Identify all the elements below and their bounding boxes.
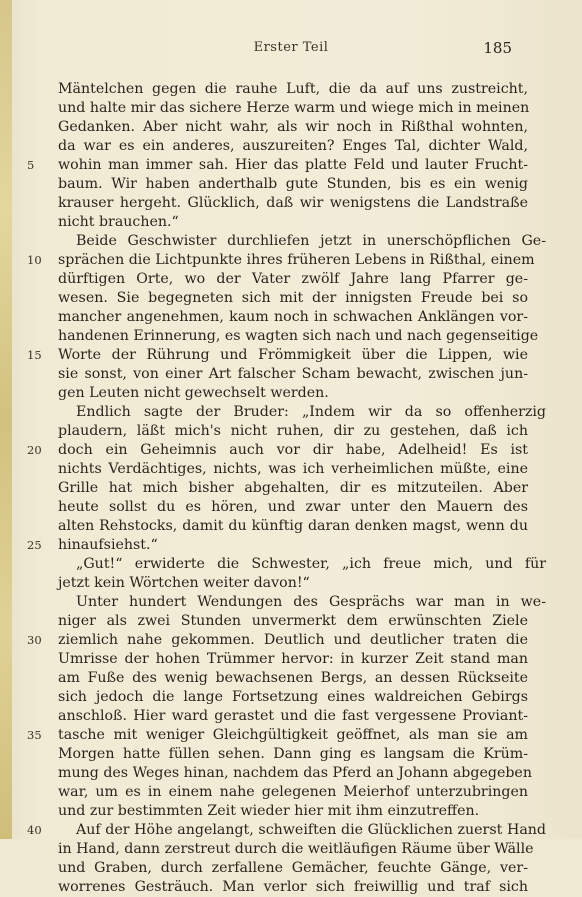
line-number: 5 bbox=[27, 158, 35, 172]
line-text: mancher angenehmen, kaum noch in schwachen Anklängen vor- bbox=[58, 309, 528, 325]
text-line bbox=[27, 251, 535, 270]
line-text: Endlich sagte der Bruder: „Indem wir da so offenherzig bbox=[76, 404, 546, 420]
line-text: Beide Geschwister durchliefen jetzt in unerschöpflichen Ge- bbox=[76, 233, 546, 249]
line-text: hinaufsiehst.“ bbox=[58, 537, 158, 553]
line-number: 30 bbox=[27, 633, 42, 647]
text-line bbox=[58, 688, 528, 707]
text-line bbox=[58, 213, 528, 232]
text-line bbox=[27, 346, 528, 365]
line-text: sich jedoch die lange Fortsetzung eines waldreichen Gebirgs bbox=[58, 689, 528, 705]
text-line bbox=[58, 859, 528, 878]
line-text: Unter hundert Wendungen des Gesprächs war man in we- bbox=[76, 594, 546, 610]
text-line bbox=[27, 441, 528, 460]
text-line bbox=[58, 232, 546, 251]
line-text: war, um es in einem nahe gelegenen Meierhof unterzubringen bbox=[58, 784, 528, 800]
text-line bbox=[58, 384, 528, 403]
line-number: 20 bbox=[27, 443, 42, 457]
text-line bbox=[58, 612, 528, 631]
line-text: krauser hergeht. Glücklich, daß wir wenigstens die Landstraße bbox=[58, 195, 528, 211]
line-text: Worte der Rührung und Frömmigkeit über die Lippen, wie bbox=[58, 347, 528, 363]
line-text: Auf der Höhe angelangt, schweiften die Glücklichen zuerst Hand bbox=[76, 822, 546, 838]
body-text bbox=[27, 80, 546, 897]
text-line bbox=[58, 194, 528, 213]
line-text: baum. Wir haben anderthalb gute Stunden, bis es ein wenig bbox=[58, 176, 528, 192]
text-line bbox=[58, 650, 528, 669]
text-line bbox=[58, 764, 532, 783]
text-line bbox=[58, 878, 528, 897]
line-text: in Hand, dann zerstreut durch die weitläufigen Räume über Wälle bbox=[58, 841, 534, 857]
line-text: plaudern, läßt mich's nicht ruhen, dir zu gestehen, daß ich bbox=[58, 423, 528, 439]
line-text: gen Leuten nicht gewechselt werden. bbox=[58, 385, 329, 401]
line-text: da war es ein anderes, auszureiten? Enges Tal, dichter Wald, bbox=[58, 138, 528, 154]
text-line bbox=[58, 289, 528, 308]
text-line bbox=[58, 707, 528, 726]
line-text: „Gut!“ erwiderte die Schwester, „ich freue mich, und für bbox=[76, 556, 546, 572]
text-line bbox=[58, 365, 528, 384]
line-text: nicht brauchen.“ bbox=[58, 214, 179, 230]
text-line bbox=[58, 555, 546, 574]
text-line bbox=[58, 498, 528, 517]
line-text: mung des Weges hinan, nachdem das Pferd an Johann abgegeben bbox=[58, 765, 532, 781]
text-line bbox=[58, 840, 534, 859]
text-line bbox=[58, 593, 546, 612]
line-number: 25 bbox=[27, 538, 42, 552]
line-text: und zur bestimmten Zeit wieder hier mit ihm einzutreffen. bbox=[58, 803, 480, 819]
text-line bbox=[58, 137, 528, 156]
line-text: und Graben, durch zerfallene Gemächer, feuchte Gänge, ver- bbox=[58, 860, 528, 876]
text-line bbox=[58, 80, 528, 99]
text-line bbox=[27, 631, 528, 650]
line-number: 35 bbox=[27, 728, 42, 742]
text-line bbox=[27, 536, 528, 555]
line-text: doch ein Geheimnis auch vor dir habe, Adelheid! Es ist bbox=[58, 442, 528, 458]
line-text: Mäntelchen gegen die rauhe Luft, die da auf uns zustreicht, bbox=[58, 81, 528, 97]
line-text: anschloß. Hier ward gerastet und die fast vergessene Proviant- bbox=[58, 708, 528, 724]
text-line bbox=[58, 327, 539, 346]
line-text: alten Rehstocks, damit du künftig daran denken magst, wenn du bbox=[58, 518, 528, 534]
text-line bbox=[58, 517, 528, 536]
text-line bbox=[58, 745, 528, 764]
text-line bbox=[58, 422, 528, 441]
line-text: Gedanken. Aber nicht wahr, als wir noch in Rißthal wohnten, bbox=[58, 119, 528, 135]
line-text: am Fuße des wenig bewachsenen Bergs, an dessen Rückseite bbox=[58, 670, 528, 686]
line-text: niger als zwei Stunden unvermerkt dem erwünschten Ziele bbox=[58, 613, 528, 629]
page-edge bbox=[0, 0, 12, 839]
line-text: worrenes Gesträuch. Man verlor sich freiwillig und traf sich bbox=[58, 879, 528, 895]
page-header bbox=[0, 40, 582, 60]
text-line bbox=[27, 821, 546, 840]
text-line bbox=[58, 783, 528, 802]
line-text: sie sonst, von einer Art falscher Scham bewacht, zwischen jun- bbox=[58, 366, 528, 382]
text-line bbox=[58, 403, 546, 422]
text-line bbox=[58, 308, 528, 327]
line-text: nichts Verdächtiges, nichts, was ich verheimlichen müßte, eine bbox=[58, 461, 528, 477]
text-line bbox=[58, 270, 528, 289]
text-line bbox=[58, 574, 528, 593]
line-text: Umrisse der hohen Trümmer hervor: in kurzer Zeit stand man bbox=[58, 651, 528, 667]
line-text: Grille hat mich bisher abgehalten, dir es mitzuteilen. Aber bbox=[58, 480, 528, 496]
running-title: Erster Teil bbox=[253, 40, 329, 55]
text-line bbox=[58, 175, 528, 194]
line-text: handenen Erinnerung, es wagten sich nach und nach gegenseitige bbox=[58, 328, 539, 344]
line-text: ziemlich nahe gekommen. Deutlich und deutlicher traten die bbox=[58, 632, 528, 648]
text-line bbox=[58, 460, 528, 479]
line-text: heute sollst du es hören, und zwar unter den Mauern des bbox=[58, 499, 528, 515]
line-text: tasche mit weniger Gleichgültigkeit geöffnet, als man sie am bbox=[58, 727, 528, 743]
line-number: 10 bbox=[27, 253, 42, 267]
line-text: sprächen die Lichtpunkte ihres früheren Lebens in Rißthal, einem bbox=[58, 252, 535, 268]
page-number: 185 bbox=[483, 39, 512, 57]
text-line bbox=[58, 669, 528, 688]
text-line bbox=[58, 99, 528, 118]
line-text: Morgen hatte füllen sehen. Dann ging es langsam die Krüm- bbox=[58, 746, 528, 762]
text-line bbox=[27, 726, 528, 745]
line-number: 40 bbox=[27, 823, 42, 837]
line-text: dürftigen Orte, wo der Vater zwölf Jahre lang Pfarrer ge- bbox=[58, 271, 528, 287]
text-line bbox=[58, 802, 528, 821]
text-line bbox=[58, 479, 528, 498]
text-line bbox=[58, 118, 528, 137]
line-text: wohin man immer sah. Hier das platte Feld und lauter Frucht- bbox=[58, 157, 528, 173]
line-text: und halte mir das sichere Herze warm und wiege mich in meinen bbox=[58, 100, 530, 116]
line-text: wesen. Sie begegneten sich mit der innigsten Freude bei so bbox=[58, 290, 528, 306]
line-number: 15 bbox=[27, 348, 42, 362]
line-text: jetzt kein Wörtchen weiter davon!“ bbox=[58, 575, 310, 591]
text-line bbox=[27, 156, 528, 175]
